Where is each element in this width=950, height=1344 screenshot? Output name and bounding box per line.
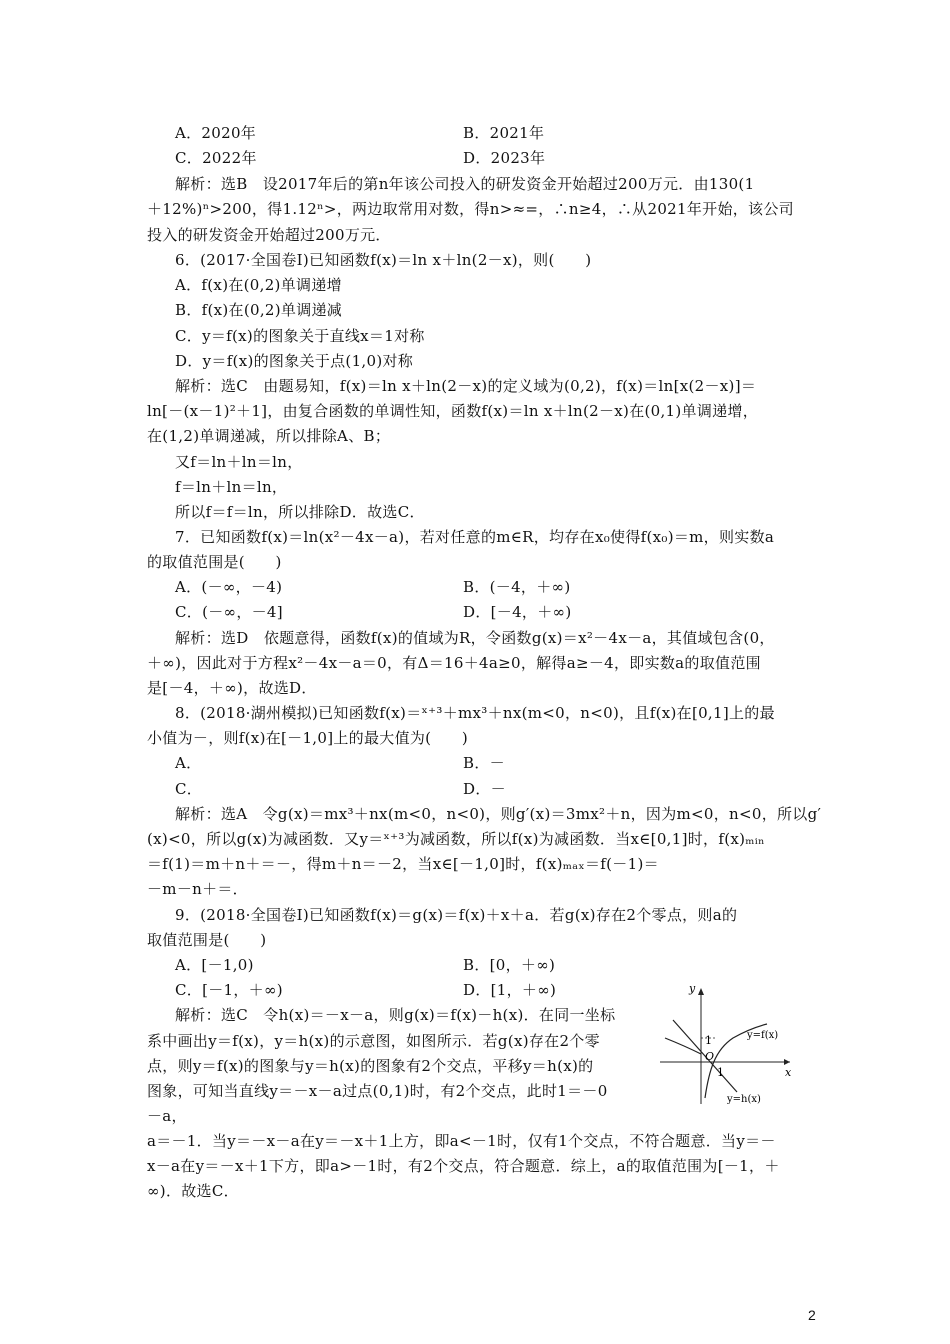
- q8-option-a: A．: [175, 754, 202, 772]
- q9-solution-line: 点，则y＝f(x)的图象与y＝h(x)的图象有2个交点，平移y＝h(x)的: [147, 1057, 594, 1075]
- q5-solution-line: 解析：选B 设2017年后的第n年该公司投入的研发资金开始超过200万元．由130(1: [175, 175, 755, 193]
- q6-solution-line: 在(1,2)单调递减，所以排除A、B；: [147, 427, 391, 445]
- y-axis-arrow-icon: [698, 988, 704, 995]
- q6-option-c: C．y＝f(x)的图象关于直线x＝1对称: [175, 327, 425, 345]
- label-h: y=h(x): [727, 1094, 761, 1105]
- q5-option-c: C．2022年: [175, 149, 257, 167]
- q5-solution-line: 投入的研发资金开始超过200万元．: [147, 226, 391, 244]
- q9-solution-line: 解析：选C 令h(x)＝－x－a，则g(x)＝f(x)－h(x)．在同一坐标: [175, 1006, 616, 1024]
- x-axis-arrow-icon: [784, 1059, 790, 1065]
- q9-solution-line: 图象，可知当直线y＝－x－a过点(0,1)时，有2个交点，此时1＝－0: [147, 1082, 608, 1100]
- tick-y-1: 1: [705, 1034, 712, 1047]
- q6-stem: 6．(2017·全国卷Ⅰ)已知函数f(x)＝ln x＋ln(2－x)，则( ): [175, 251, 592, 269]
- q6-option-b: B．f(x)在(0,2)单调递减: [175, 301, 343, 319]
- q8-stem-line: 8．(2018·湖州模拟)已知函数f(x)＝ˣ⁺³＋mx³＋nx(m<0，n<0)，且f(x)在[0,1]上的最: [175, 704, 775, 722]
- q6-solution-line: 解析：选C 由题易知，f(x)＝ln x＋ln(2－x)的定义域为(0,2)，f(x)＝ln[x(2－x)]＝: [175, 377, 757, 395]
- q7-solution-line: 是[－4，＋∞)，故选D．: [147, 679, 317, 697]
- q9-option-b: B．[0，＋∞): [463, 956, 556, 974]
- q7-option-c: C．(－∞，－4]: [175, 603, 283, 621]
- q5-option-a: A．2020年: [175, 124, 257, 142]
- q7-stem-line: 的取值范围是( ): [147, 553, 282, 571]
- q6-solution-line: 所以f＝f＝ln，所以排除D．故选C．: [175, 503, 425, 521]
- q6-solution-line: 又f＝ln＋ln＝ln，: [175, 453, 303, 471]
- q9-stem-line: 9．(2018·全国卷Ⅰ)已知函数f(x)＝g(x)＝f(x)＋x＋a．若g(x)存在2个零点，则a的: [175, 906, 738, 924]
- q9-solution-line: a＝－1．当y＝－x－a在y＝－x＋1上方，即a<－1时，仅有1个交点，不符合题意．当y＝－: [147, 1132, 776, 1150]
- q8-solution-line: －m－n＋＝．: [147, 880, 248, 898]
- q9-option-c: C．[－1，＋∞): [175, 981, 283, 999]
- q7-solution-line: ＋∞)，因此对于方程x²－4x－a＝0，有Δ＝16＋4a≥0，解得a≥－4，即实数a的取值范围: [147, 654, 761, 672]
- q6-option-a: A．f(x)在(0,2)单调递增: [175, 276, 342, 294]
- q9-option-d: D．[1，＋∞): [463, 981, 557, 999]
- label-f: y=f(x): [747, 1030, 779, 1041]
- q8-option-c: C．: [175, 780, 203, 798]
- q7-option-b: B．(－4，＋∞): [463, 578, 571, 596]
- q7-option-d: D．[－4，＋∞): [463, 603, 572, 621]
- function-graph-figure: [655, 980, 800, 1110]
- q5-option-b: B．2021年: [463, 124, 545, 142]
- q6-solution-line: ln[－(x－1)²＋1]，由复合函数的单调性知，函数f(x)＝ln x＋ln(2－x)在(0,1)单调递增，: [147, 402, 759, 420]
- tick-x-1: 1: [717, 1066, 724, 1079]
- q8-stem-line: 小值为－，则f(x)在[－1,0]上的最大值为( ): [147, 729, 469, 747]
- q9-solution-line: －a，: [147, 1107, 187, 1125]
- q7-stem-line: 7．已知函数f(x)＝ln(x²－4x－a)，若对任意的m∈R，均存在x₀使得f(x₀)＝m，则实数a: [175, 528, 775, 546]
- q8-solution-line: (x)<0，所以g(x)为减函数．又y＝ˣ⁺³为减函数，所以f(x)为减函数．当x∈[0,1]时，f(x)ₘᵢₙ: [147, 830, 765, 848]
- q8-solution-line: 解析：选A 令g(x)＝mx³＋nx(m<0，n<0)，则g′(x)＝3mx²＋n，因为m<0，n<0，所以g′: [175, 805, 822, 823]
- x-axis-label: x: [785, 1066, 792, 1079]
- q5-option-d: D．2023年: [463, 149, 546, 167]
- q9-solution-line: ∞)．故选C．: [147, 1182, 239, 1200]
- origin-label: O: [705, 1050, 715, 1063]
- q9-stem-line: 取值范围是( ): [147, 931, 267, 949]
- q6-solution-line: f＝ln＋ln＝ln，: [175, 478, 288, 496]
- page-number: 2: [808, 1307, 816, 1323]
- y-axis-label: y: [689, 982, 696, 995]
- q5-solution-line: ＋12%)ⁿ>200，得1.12ⁿ>，两边取常用对数，得n>≈=，∴n≥4，∴从2021年开始，该公司: [147, 200, 794, 218]
- q8-solution-line: ＝f(1)＝m＋n＋＝－，得m＋n＝－2，当x∈[－1,0]时，f(x)ₘₐₓ＝f(－1)＝: [147, 855, 659, 873]
- q8-option-d: D．－: [463, 780, 506, 798]
- q9-solution-line: 系中画出y＝f(x)，y＝h(x)的示意图，如图所示．若g(x)存在2个零: [147, 1032, 600, 1050]
- q7-solution-line: 解析：选D 依题意得，函数f(x)的值域为R，令函数g(x)＝x²－4x－a，其值域包含(0，: [175, 629, 775, 647]
- q9-solution-line: x－a在y＝－x＋1下方，即a>－1时，有2个交点，符合题意．综上，a的取值范围为[－1，＋: [147, 1157, 780, 1175]
- q7-option-a: A．(－∞，－4): [175, 578, 283, 596]
- q8-option-b: B．－: [463, 754, 505, 772]
- q9-option-a: A．[－1,0): [175, 956, 254, 974]
- q6-option-d: D．y＝f(x)的图象关于点(1,0)对称: [175, 352, 414, 370]
